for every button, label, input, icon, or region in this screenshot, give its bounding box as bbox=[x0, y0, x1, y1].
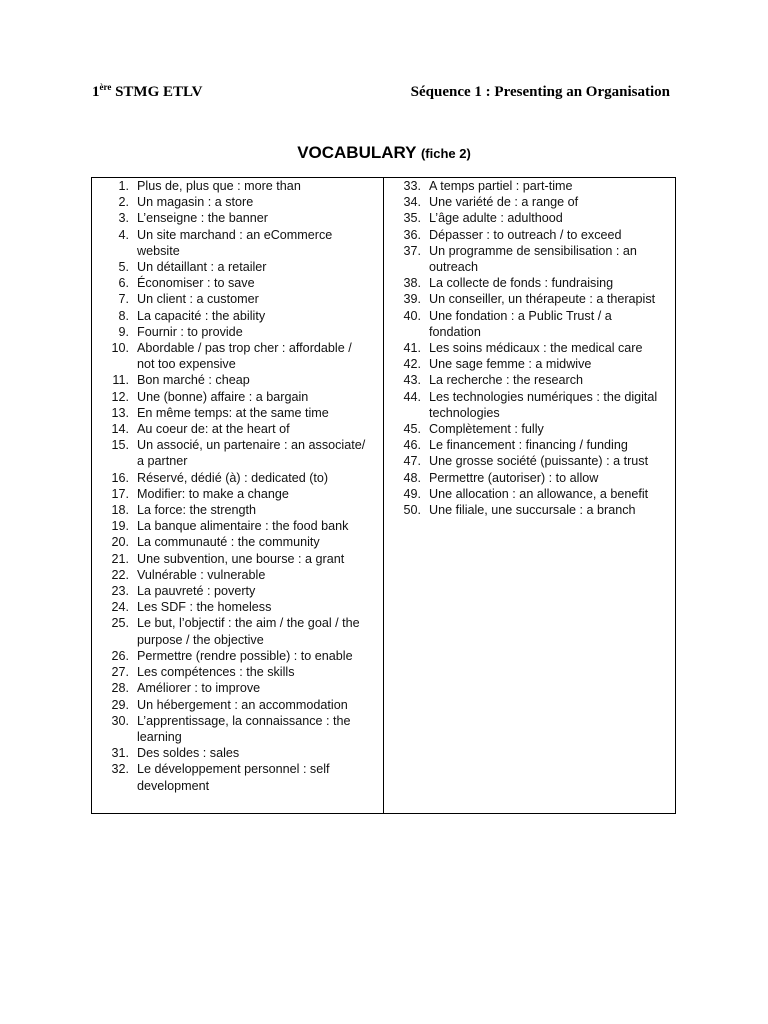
vocab-item bbox=[92, 275, 383, 291]
vocab-item bbox=[92, 210, 383, 226]
vocab-item-text: Vulnérable : vulnerable bbox=[137, 567, 266, 582]
vocab-item-number: 23. bbox=[111, 584, 129, 599]
vocab-item bbox=[92, 194, 383, 210]
vocab-item bbox=[92, 421, 383, 437]
vocab-item bbox=[384, 210, 675, 226]
vocab-item-text: Un détaillant : a retailer bbox=[137, 260, 267, 275]
vocab-item-text: La collecte de fonds : fundraising bbox=[429, 276, 614, 291]
vocab-item-text: Une subvention, une bourse : a grant bbox=[137, 551, 345, 566]
vocab-item-text: Réservé, dédié (à) : dedicated (to) bbox=[137, 470, 329, 485]
vocab-item-number: 29. bbox=[111, 697, 129, 712]
vocab-item bbox=[92, 340, 383, 372]
vocab-item-text: La banque alimentaire : the food bank bbox=[137, 519, 349, 534]
vocab-item-text: Un client : a customer bbox=[137, 292, 259, 307]
vocab-item bbox=[92, 697, 383, 713]
vocab-item-number: 2. bbox=[118, 195, 129, 210]
vocab-item bbox=[92, 567, 383, 583]
vocab-item bbox=[384, 178, 675, 194]
vocab-item bbox=[92, 470, 383, 486]
vocab-item-text: La capacité : the ability bbox=[137, 308, 266, 323]
vocab-item-number: 4. bbox=[118, 227, 129, 242]
vocab-item-text: L’apprentissage, la connaissance : the learning bbox=[137, 713, 351, 744]
vocab-item-text: Les compétences : the skills bbox=[137, 665, 295, 680]
vocab-item-number: 40. bbox=[403, 308, 421, 323]
left-vocab-list bbox=[92, 178, 383, 794]
vocab-item-number: 41. bbox=[403, 341, 421, 356]
class-level bbox=[92, 84, 202, 101]
sequence-title: Séquence 1 : Presenting an Organisation bbox=[410, 84, 670, 100]
vocab-item bbox=[92, 518, 383, 534]
vocab-item-text: Un magasin : a store bbox=[137, 195, 254, 210]
vocab-item bbox=[384, 453, 675, 469]
vocab-item-number: 10. bbox=[111, 341, 129, 356]
vocab-item-number: 14. bbox=[111, 422, 129, 437]
vocab-item bbox=[384, 470, 675, 486]
vocab-item bbox=[92, 583, 383, 599]
class-level-name: STMG ETLV bbox=[111, 84, 203, 100]
vocab-item-number: 26. bbox=[111, 648, 129, 663]
vocab-item-text: Une (bonne) affaire : a bargain bbox=[137, 389, 309, 404]
vocab-item bbox=[384, 502, 675, 518]
vocab-item bbox=[92, 599, 383, 615]
vocab-item-text: Des soldes : sales bbox=[137, 746, 240, 761]
vocab-item bbox=[384, 340, 675, 356]
vocab-item bbox=[92, 713, 383, 745]
vocab-item-number: 3. bbox=[118, 211, 129, 226]
vocab-item-text: La pauvreté : poverty bbox=[137, 584, 256, 599]
vocab-item bbox=[384, 227, 675, 243]
vocab-item-number: 18. bbox=[111, 503, 129, 518]
vocab-item-number: 19. bbox=[111, 519, 129, 534]
vocab-item-text: Au coeur de: at the heart of bbox=[137, 422, 290, 437]
vocab-item-text: Bon marché : cheap bbox=[137, 373, 250, 388]
vocab-item-number: 25. bbox=[111, 616, 129, 631]
vocab-item-number: 13. bbox=[111, 405, 129, 420]
vocab-item bbox=[92, 437, 383, 469]
vocab-item-text: Les SDF : the homeless bbox=[137, 600, 272, 615]
vocab-item-text: Dépasser : to outreach / to exceed bbox=[429, 227, 622, 242]
vocab-item bbox=[92, 680, 383, 696]
left-column bbox=[92, 178, 384, 813]
vocab-item bbox=[384, 356, 675, 372]
vocab-item-text: L’âge adulte : adulthood bbox=[429, 211, 563, 226]
vocab-item bbox=[92, 405, 383, 421]
vocab-item bbox=[384, 421, 675, 437]
vocab-item-text: La recherche : the research bbox=[429, 373, 584, 388]
vocab-item-text: Permettre (autoriser) : to allow bbox=[429, 470, 599, 485]
vocab-item-number: 31. bbox=[111, 746, 129, 761]
vocab-item-number: 35. bbox=[403, 211, 421, 226]
vocab-item-text: Le financement : financing / funding bbox=[429, 438, 628, 453]
vocab-item bbox=[384, 486, 675, 502]
vocab-item-number: 48. bbox=[403, 470, 421, 485]
vocab-item-text: La communauté : the community bbox=[137, 535, 320, 550]
vocab-item-text: Une grosse société (puissante) : a trust bbox=[429, 454, 649, 469]
vocab-item-number: 20. bbox=[111, 535, 129, 550]
vocab-item bbox=[92, 551, 383, 567]
vocab-item bbox=[384, 389, 675, 421]
vocab-item-number: 43. bbox=[403, 373, 421, 388]
vocab-item-number: 37. bbox=[403, 243, 421, 258]
vocab-item-number: 27. bbox=[111, 665, 129, 680]
vocab-item bbox=[92, 291, 383, 307]
page-title bbox=[0, 143, 768, 163]
class-level-number: 1 bbox=[92, 84, 100, 100]
vocab-item bbox=[92, 534, 383, 550]
vocab-item-number: 44. bbox=[403, 389, 421, 404]
vocab-item-text: Économiser : to save bbox=[137, 276, 255, 291]
vocab-item-text: Permettre (rendre possible) : to enable bbox=[137, 648, 353, 663]
vocab-item bbox=[384, 437, 675, 453]
vocab-item-text: Le but, l’objectif : the aim / the goal / the purpose / the objective bbox=[137, 616, 360, 647]
vocab-item-number: 50. bbox=[403, 503, 421, 518]
vocab-item-number: 49. bbox=[403, 486, 421, 501]
vocab-item-number: 30. bbox=[111, 713, 129, 728]
vocab-item-number: 33. bbox=[403, 179, 421, 193]
vocab-item-number: 38. bbox=[403, 276, 421, 291]
vocab-item-text: La force: the strength bbox=[137, 503, 257, 518]
vocab-item-text: Abordable / pas trop cher : affordable / not too expensive bbox=[137, 341, 352, 372]
vocab-item-text: L’enseigne : the banner bbox=[137, 211, 268, 226]
title-main: VOCABULARY bbox=[297, 143, 417, 162]
vocab-item bbox=[92, 745, 383, 761]
vocab-item-number: 8. bbox=[118, 308, 129, 323]
vocab-item-number: 5. bbox=[118, 260, 129, 275]
vocab-item bbox=[384, 308, 675, 340]
vocab-item-text: Une variété de : a range of bbox=[429, 195, 579, 210]
vocab-item-text: Le développement personnel : self development bbox=[137, 762, 330, 793]
vocab-item-text: Un programme de sensibilisation : an outreach bbox=[429, 243, 637, 275]
vocab-item-number: 32. bbox=[111, 762, 129, 777]
vocabulary-table bbox=[91, 177, 676, 814]
vocab-item-text: Une filiale, une succursale : a branch bbox=[429, 503, 636, 518]
vocab-item bbox=[384, 243, 675, 275]
vocab-item bbox=[92, 389, 383, 405]
vocab-item-text: Plus de, plus que : more than bbox=[137, 179, 301, 193]
vocab-item-number: 24. bbox=[111, 600, 129, 615]
vocab-item bbox=[384, 291, 675, 307]
vocab-item bbox=[92, 648, 383, 664]
vocab-item-number: 1. bbox=[118, 179, 129, 193]
vocab-item-number: 16. bbox=[111, 470, 129, 485]
vocab-item-text: Améliorer : to improve bbox=[137, 681, 261, 696]
vocab-item-number: 6. bbox=[118, 276, 129, 291]
vocab-item-text: Un conseiller, un thérapeute : a therapist bbox=[429, 292, 656, 307]
right-column bbox=[384, 178, 675, 813]
vocab-item bbox=[92, 178, 383, 194]
vocab-item-number: 21. bbox=[111, 551, 129, 566]
vocab-item bbox=[384, 194, 675, 210]
vocab-item-number: 15. bbox=[111, 438, 129, 453]
vocab-item-number: 46. bbox=[403, 438, 421, 453]
vocab-item bbox=[92, 259, 383, 275]
vocab-item-number: 45. bbox=[403, 422, 421, 437]
vocab-item-number: 11. bbox=[112, 373, 129, 388]
vocab-item-text: Complètement : fully bbox=[429, 422, 544, 437]
vocab-item-text: En même temps: at the same time bbox=[137, 405, 329, 420]
vocab-item-number: 9. bbox=[118, 324, 129, 339]
vocab-item-number: 39. bbox=[403, 292, 421, 307]
vocab-item-number: 42. bbox=[403, 357, 421, 372]
vocab-item-number: 47. bbox=[403, 454, 421, 469]
vocab-item bbox=[92, 615, 383, 647]
vocab-item bbox=[92, 324, 383, 340]
vocab-item-text: Une allocation : an allowance, a benefit bbox=[429, 486, 649, 501]
vocab-item-text: A temps partiel : part-time bbox=[429, 179, 573, 193]
vocab-item-text: Modifier: to make a change bbox=[137, 486, 289, 501]
vocab-item bbox=[92, 227, 383, 259]
vocab-item bbox=[92, 308, 383, 324]
title-sub: (fiche 2) bbox=[420, 146, 471, 161]
vocab-item bbox=[384, 372, 675, 388]
vocab-item bbox=[92, 502, 383, 518]
vocab-item-number: 28. bbox=[111, 681, 129, 696]
vocab-item-text: Les soins médicaux : the medical care bbox=[429, 341, 643, 356]
class-level-superscript: ère bbox=[99, 82, 112, 92]
vocab-item-text: Un site marchand : an eCommerce website bbox=[137, 227, 333, 258]
vocab-item bbox=[92, 486, 383, 502]
vocab-item-number: 34. bbox=[403, 195, 421, 210]
vocab-item bbox=[92, 372, 383, 388]
vocab-item-text: Les technologies numériques : the digital technologies bbox=[429, 389, 658, 420]
vocab-item-text: Un hébergement : an accommodation bbox=[137, 697, 348, 712]
vocab-item-text: Un associé, un partenaire : an associate/ a partner bbox=[137, 438, 366, 469]
vocab-item-number: 7. bbox=[118, 292, 129, 307]
vocab-item bbox=[384, 275, 675, 291]
right-vocab-list bbox=[384, 178, 675, 518]
vocab-item-number: 17. bbox=[111, 486, 129, 501]
vocab-item-number: 22. bbox=[111, 567, 129, 582]
vocab-item-text: Une fondation : a Public Trust / a fondation bbox=[429, 308, 612, 339]
vocab-item bbox=[92, 664, 383, 680]
vocab-item-number: 36. bbox=[403, 227, 421, 242]
vocab-item-text: Fournir : to provide bbox=[137, 324, 243, 339]
vocab-item bbox=[92, 761, 383, 793]
vocab-item-number: 12. bbox=[111, 389, 129, 404]
vocab-item-text: Une sage femme : a midwive bbox=[429, 357, 592, 372]
